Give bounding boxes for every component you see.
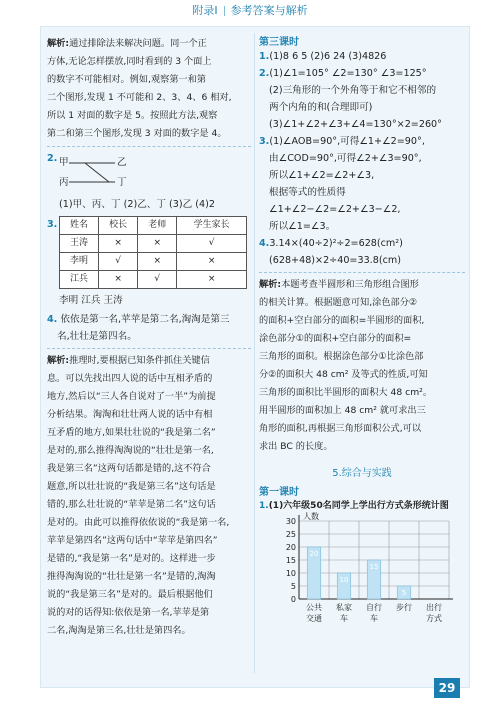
question-number: 3. — [47, 219, 58, 230]
table-row — [60, 235, 247, 253]
table-header: 老师 — [138, 217, 177, 235]
right-column — [259, 27, 465, 635]
explanation-cube — [47, 35, 251, 143]
answer-page — [40, 26, 470, 688]
question-2-angles — [259, 65, 465, 133]
explain-line: 角形的面积,再根据三角形面积公式,可以 — [259, 423, 422, 434]
explain-line: 息。可以先找出四人说的话中互相矛盾的 — [47, 373, 213, 384]
explain-line: 是错的,“我是第一名”是对的。这样进一步 — [47, 553, 216, 564]
table-cell: 李明 — [60, 253, 99, 271]
explain-line: 二个图形,发现 1 不可能和 2、3、4、6 相对, — [47, 92, 232, 103]
explain-line: 涂色部分①的面积+空白部分的面积= — [259, 333, 412, 344]
bar-value-label: 5 — [401, 589, 407, 597]
x-tick-label: 自行 — [366, 603, 382, 612]
explain-line: 的面积+空白部分的面积=半圆形的面积, — [259, 315, 425, 326]
y-axis-label: 人数 — [303, 512, 319, 521]
reasoning-table — [59, 216, 247, 289]
explain-line: 二名,淘淘是第三名,壮壮是第四名。 — [47, 625, 191, 636]
answer-line: (1)∠1=105° ∠2=130° ∠3=125° — [269, 68, 427, 79]
answer-line: (1)8 6 5 (2)6 24 (3)4826 — [269, 51, 387, 62]
explain-line: 三角形的面积。根据涂色部分①比涂色部 — [259, 351, 424, 362]
bar-value-label: 10 — [339, 576, 349, 584]
question-number: 4. — [259, 238, 270, 249]
bar-value-label: 15 — [369, 563, 379, 571]
chart-question — [259, 498, 465, 511]
explain-line: 推得淘淘说的“壮壮是第一名”是错的,淘淘 — [47, 571, 216, 582]
explain-text: 通过排除法来解决问题。同一个正 — [69, 38, 207, 49]
table-header: 姓名 — [60, 217, 99, 235]
question-number: 3. — [259, 136, 270, 147]
person-ding: 丁 — [117, 177, 127, 188]
explain-line — [47, 352, 251, 370]
y-tick-label: 5 — [290, 582, 296, 591]
header-divider — [224, 6, 225, 16]
explain-line: 苹苹是第四名”这两句话中“苹苹是第四名” — [47, 535, 218, 546]
question-4-area — [259, 235, 465, 269]
question-number: 1. — [259, 51, 270, 62]
table-header-row — [60, 217, 247, 235]
answer-line: (628+48)×2÷40=33.8(cm) — [269, 255, 401, 266]
question-number: 2. — [47, 153, 58, 164]
answer-line: 根据等式的性质得 — [269, 187, 346, 198]
y-tick-label: 15 — [285, 556, 296, 565]
explain-line: 错的,那么壮壮说的“苹苹是第二名”这句话 — [47, 499, 216, 510]
explain-line: 分②的面积大 48 cm² 及等式的性质,可知 — [259, 369, 428, 380]
explanation-ranking — [47, 352, 251, 640]
answer-line: 名,壮壮是第四名。 — [57, 331, 137, 342]
table-cell: 王涛 — [60, 235, 99, 253]
divider — [259, 272, 465, 273]
table-cell: √ — [99, 253, 138, 271]
question-3 — [47, 216, 251, 309]
explain-line: 分析结果。淘淘和壮壮两人说的话中有相 — [47, 409, 213, 420]
y-tick-label: 0 — [290, 595, 296, 604]
table-header: 学生家长 — [177, 217, 247, 235]
table-cell: × — [138, 235, 177, 253]
answer-line: (3)∠1+∠2+∠3+∠4=130°×2=260° — [269, 119, 442, 130]
question-3-answer: 李明 江兵 王涛 — [59, 295, 123, 306]
question-2-answer: (1)甲、丙、丁 (2)乙、丁 (3)乙 (4)2 — [59, 199, 215, 210]
explain-line: 说的对的话得知:依依是第一名,苹苹是第 — [47, 607, 210, 618]
x-axis-label: 出行 — [426, 603, 442, 612]
bar-value-label: 20 — [309, 550, 319, 558]
question-1 — [259, 48, 465, 65]
explain-lead: 解析: — [47, 355, 70, 366]
x-axis-label: 方式 — [426, 614, 442, 623]
x-tick-label: 车 — [370, 614, 378, 623]
explain-line: 用半圆形的面积加上 48 cm² 就可求出三 — [259, 405, 426, 416]
table-cell: √ — [177, 235, 247, 253]
answer-line: (1)∠AOB=90°,可得∠1+∠2=90°, — [269, 136, 425, 147]
explain-line — [47, 35, 251, 53]
explain-line: 我是第三名”这两句话都是错的,这不符合 — [47, 463, 211, 474]
explain-line: 题意,所以壮壮说的“我是第三名”这句话是 — [47, 481, 216, 492]
question-number: 4. — [47, 314, 58, 325]
person-bing: 丙 — [59, 177, 69, 188]
table-cell: × — [138, 253, 177, 271]
explain-lead: 解析: — [259, 279, 282, 290]
explain-line: 第二和第三个图形,发现 3 对面的数字是 4。 — [47, 128, 227, 139]
lesson-heading: 第三课时 — [259, 37, 299, 48]
table-header: 校长 — [99, 217, 138, 235]
table-row — [60, 271, 247, 289]
x-tick-label: 步行 — [396, 603, 412, 612]
explain-line: 是对的,那么推得淘淘说的“壮壮是第一名, — [47, 445, 214, 456]
answer-line: ∠1+∠2−∠2=∠2+∠3−∠2, — [269, 204, 401, 215]
relation-lines — [69, 156, 119, 186]
table-cell: × — [177, 271, 247, 289]
x-tick-label: 私家 — [336, 603, 352, 612]
explain-line: 求出 BC 的长度。 — [259, 441, 333, 452]
lesson-heading: 第一课时 — [259, 487, 299, 498]
explain-line: 是对的。由此可以推得依依说的“我是第一名, — [47, 517, 230, 528]
explanation-area — [259, 276, 465, 456]
appendix-label: 附录Ⅰ — [192, 4, 218, 17]
divider — [47, 348, 251, 349]
explain-line: 说的“我是第三名”是对的。最后根据他们 — [47, 589, 213, 600]
page-number: 29 — [434, 678, 460, 698]
y-tick-label: 10 — [285, 569, 296, 578]
explain-text: 推理时,要根据已知条件抓住关键信 — [69, 355, 210, 366]
explain-line: 的相关计算。根据题意可知,涂色部分② — [259, 297, 418, 308]
table-cell: √ — [138, 271, 177, 289]
explain-text: 本题考查半圆形和三角形组合图形 — [281, 279, 419, 290]
column-divider — [254, 33, 255, 673]
table-row — [60, 253, 247, 271]
explain-line: 的数字不可能相对。例如,观察第一和第 — [47, 74, 207, 85]
explain-line: 地方,然后以“三人各自说对了一半”为前提 — [47, 391, 216, 402]
answer-line: 两个内角的和(合理即可) — [269, 102, 373, 113]
person-yi: 乙 — [117, 157, 127, 168]
answer-line: 依依是第一名,苹苹是第二名,淘淘是第三 — [60, 314, 230, 325]
answer-line: 由∠COD=90°,可得∠2+∠3=90°, — [269, 153, 422, 164]
answer-line: (2)三角形的一个外角等于和它不相邻的 — [269, 85, 437, 96]
question-4 — [47, 311, 251, 345]
x-tick-label: 交通 — [306, 614, 322, 623]
question-number: 2. — [259, 68, 270, 79]
table-cell: × — [99, 235, 138, 253]
table-cell: 江兵 — [60, 271, 99, 289]
explain-line: 三角形的面积比半圆形的面积大 48 cm²。 — [259, 387, 433, 398]
table-cell: × — [99, 271, 138, 289]
person-jia: 甲 — [59, 157, 69, 168]
table-cell: × — [177, 253, 247, 271]
left-column — [47, 27, 251, 640]
answer-line: 所以∠1+∠2=∠2+∠3, — [269, 170, 375, 181]
explain-line — [259, 276, 465, 294]
x-tick-label: 车 — [340, 614, 348, 623]
chart-title: (1)六年级50名同学上学出行方式条形统计图 — [268, 501, 449, 511]
question-number: 1. — [259, 501, 269, 511]
question-3-proof — [259, 133, 465, 235]
x-tick-label: 公共 — [306, 603, 322, 612]
answer-line: 3.14×(40÷2)²÷2=628(cm²) — [269, 238, 403, 249]
y-tick-label: 25 — [285, 530, 296, 539]
section-heading: 5.综合与实践 — [332, 468, 392, 479]
explain-line: 方体,无论怎样摆放,同时看到的 3 个面上 — [47, 56, 212, 67]
answer-line: 所以∠1=∠3。 — [269, 221, 336, 232]
page-header — [0, 0, 500, 22]
explain-line: 所以 1 对面的数字是 5。按照此方法,观察 — [47, 110, 218, 121]
divider — [47, 146, 251, 147]
explain-lead: 解析: — [47, 38, 70, 49]
explain-line: 互矛盾的地方,如果壮壮说的“我是第二名” — [47, 427, 216, 438]
bar-chart — [259, 511, 459, 631]
question-2 — [47, 150, 251, 216]
header-title: 参考答案与解析 — [230, 4, 308, 17]
y-tick-label: 30 — [285, 517, 296, 526]
y-tick-label: 20 — [285, 543, 296, 552]
